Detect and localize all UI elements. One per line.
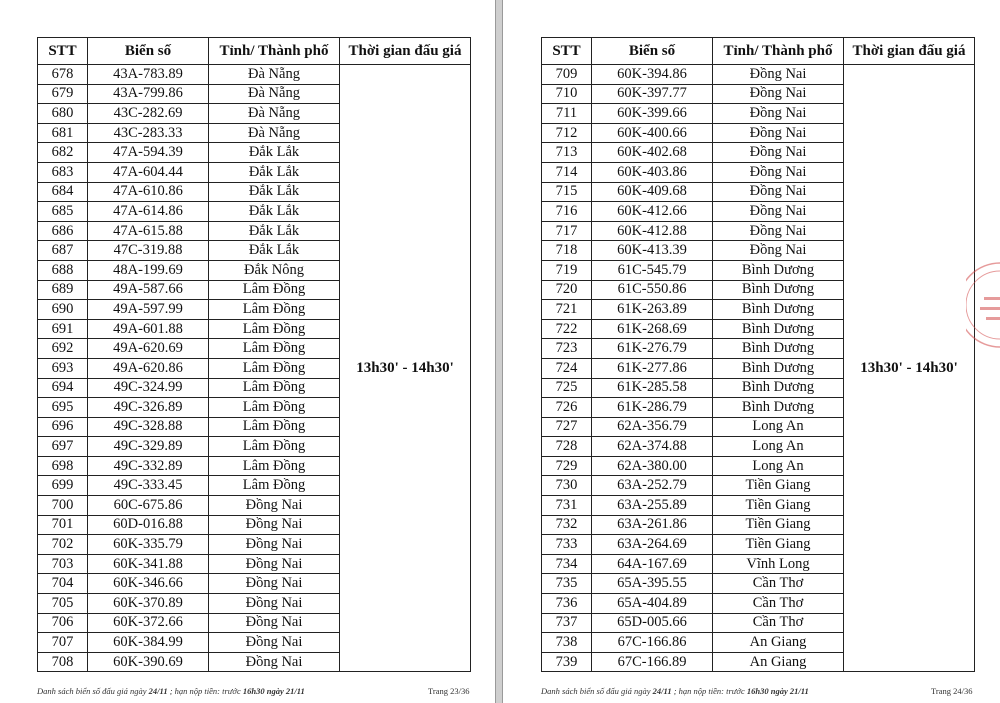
plate-table-right — [541, 37, 975, 672]
cell-province: Đắk Lắk — [209, 202, 340, 222]
cell-province: Cần Thơ — [713, 594, 844, 614]
cell-province: Đồng Nai — [209, 633, 340, 653]
cell-stt: 724 — [542, 358, 592, 378]
cell-plate: 49C-333.45 — [88, 476, 209, 496]
cell-plate: 49A-620.86 — [88, 358, 209, 378]
cell-province: Lâm Đồng — [209, 476, 340, 496]
cell-plate: 49C-324.99 — [88, 378, 209, 398]
cell-stt: 695 — [38, 398, 88, 418]
cell-plate: 62A-374.88 — [592, 437, 713, 457]
cell-stt: 723 — [542, 339, 592, 359]
cell-province: Bình Dương — [713, 319, 844, 339]
cell-province: Đà Nẵng — [209, 123, 340, 143]
cell-province: Đắk Lắk — [209, 143, 340, 163]
cell-province: Đồng Nai — [209, 652, 340, 672]
header-province: Tỉnh/ Thành phố — [209, 38, 340, 65]
cell-province: Lâm Đồng — [209, 378, 340, 398]
cell-stt: 732 — [542, 515, 592, 535]
table-row — [542, 65, 975, 85]
cell-stt: 726 — [542, 398, 592, 418]
cell-province: Đồng Nai — [713, 221, 844, 241]
cell-plate: 60K-346.66 — [88, 574, 209, 594]
cell-plate: 43C-282.69 — [88, 104, 209, 124]
cell-plate: 61K-277.86 — [592, 358, 713, 378]
cell-province: Lâm Đồng — [209, 319, 340, 339]
header-plate: Biển số — [592, 38, 713, 65]
cell-plate: 43A-799.86 — [88, 84, 209, 104]
cell-plate: 60K-409.68 — [592, 182, 713, 202]
cell-stt: 684 — [38, 182, 88, 202]
cell-plate: 49A-620.69 — [88, 339, 209, 359]
cell-stt: 735 — [542, 574, 592, 594]
cell-province: Đồng Nai — [209, 535, 340, 555]
cell-plate: 47C-319.88 — [88, 241, 209, 261]
cell-stt: 707 — [38, 633, 88, 653]
cell-plate: 60C-675.86 — [88, 496, 209, 516]
cell-province: Vĩnh Long — [713, 554, 844, 574]
cell-plate: 49C-332.89 — [88, 456, 209, 476]
header-stt: STT — [38, 38, 88, 65]
cell-plate: 60K-370.89 — [88, 594, 209, 614]
cell-province: Lâm Đồng — [209, 417, 340, 437]
cell-province: Lâm Đồng — [209, 437, 340, 457]
cell-plate: 60K-399.66 — [592, 104, 713, 124]
cell-province: Đồng Nai — [713, 162, 844, 182]
cell-stt: 717 — [542, 221, 592, 241]
cell-province: Đồng Nai — [713, 241, 844, 261]
cell-province: Cần Thơ — [713, 613, 844, 633]
cell-stt: 697 — [38, 437, 88, 457]
cell-plate: 60K-390.69 — [88, 652, 209, 672]
cell-plate: 48A-199.69 — [88, 260, 209, 280]
cell-province: Lâm Đồng — [209, 456, 340, 476]
cell-province: Đồng Nai — [713, 182, 844, 202]
cell-province: Đồng Nai — [209, 574, 340, 594]
cell-stt: 734 — [542, 554, 592, 574]
cell-stt: 706 — [38, 613, 88, 633]
footer-deadline: 16h30 ngày 21/11 — [746, 686, 809, 696]
footer-mid: ; hạn nộp tiền: trước — [167, 686, 243, 696]
cell-stt: 714 — [542, 162, 592, 182]
cell-plate: 47A-614.86 — [88, 202, 209, 222]
cell-stt: 720 — [542, 280, 592, 300]
cell-province: Đắk Lắk — [209, 221, 340, 241]
cell-plate: 61K-268.69 — [592, 319, 713, 339]
cell-plate: 60D-016.88 — [88, 515, 209, 535]
footer-date: 24/11 — [652, 686, 672, 696]
cell-stt: 688 — [38, 260, 88, 280]
cell-stt: 702 — [38, 535, 88, 555]
cell-stt: 698 — [38, 456, 88, 476]
cell-plate: 63A-264.69 — [592, 535, 713, 555]
cell-plate: 47A-594.39 — [88, 143, 209, 163]
cell-plate: 47A-610.86 — [88, 182, 209, 202]
cell-province: Cần Thơ — [713, 574, 844, 594]
cell-province: Đồng Nai — [713, 123, 844, 143]
cell-stt: 712 — [542, 123, 592, 143]
cell-plate: 62A-356.79 — [592, 417, 713, 437]
cell-stt: 715 — [542, 182, 592, 202]
cell-stt: 716 — [542, 202, 592, 222]
cell-plate: 60K-412.66 — [592, 202, 713, 222]
cell-province: Bình Dương — [713, 300, 844, 320]
table-header-row — [38, 38, 471, 65]
cell-plate: 67C-166.86 — [592, 633, 713, 653]
cell-province: Đắk Nông — [209, 260, 340, 280]
cell-stt: 710 — [542, 84, 592, 104]
footer-prefix: Danh sách biển số đấu giá ngày — [37, 686, 149, 696]
cell-province: Lâm Đồng — [209, 358, 340, 378]
cell-plate: 47A-604.44 — [88, 162, 209, 182]
cell-stt: 722 — [542, 319, 592, 339]
cell-plate: 60K-403.86 — [592, 162, 713, 182]
cell-stt: 719 — [542, 260, 592, 280]
cell-province: Đồng Nai — [713, 143, 844, 163]
cell-province: An Giang — [713, 652, 844, 672]
cell-plate: 43C-283.33 — [88, 123, 209, 143]
cell-plate: 63A-252.79 — [592, 476, 713, 496]
cell-province: Đồng Nai — [209, 594, 340, 614]
cell-plate: 61C-545.79 — [592, 260, 713, 280]
cell-province: Đồng Nai — [209, 613, 340, 633]
cell-province: Long An — [713, 437, 844, 457]
cell-province: Đà Nẵng — [209, 65, 340, 85]
cell-stt: 692 — [38, 339, 88, 359]
cell-province: Đồng Nai — [713, 84, 844, 104]
cell-plate: 60K-372.66 — [88, 613, 209, 633]
cell-stt: 731 — [542, 496, 592, 516]
cell-province: Đà Nẵng — [209, 104, 340, 124]
cell-province: Bình Dương — [713, 378, 844, 398]
header-stt: STT — [542, 38, 592, 65]
table-header-row — [542, 38, 975, 65]
cell-province: Lâm Đồng — [209, 280, 340, 300]
red-seal-stamp — [966, 255, 1000, 355]
cell-stt: 738 — [542, 633, 592, 653]
cell-plate: 49A-597.99 — [88, 300, 209, 320]
cell-province: Đồng Nai — [713, 65, 844, 85]
cell-province: Đồng Nai — [209, 515, 340, 535]
cell-stt: 725 — [542, 378, 592, 398]
cell-stt: 678 — [38, 65, 88, 85]
header-time: Thời gian đấu giá — [844, 38, 975, 65]
document-page-right — [502, 0, 1000, 703]
footer-prefix: Danh sách biển số đấu giá ngày — [541, 686, 653, 696]
cell-stt: 683 — [38, 162, 88, 182]
cell-province: Đắk Lắk — [209, 162, 340, 182]
auction-time-cell: 13h30' - 14h30' — [844, 65, 975, 672]
cell-stt: 728 — [542, 437, 592, 457]
cell-stt: 713 — [542, 143, 592, 163]
cell-stt: 694 — [38, 378, 88, 398]
cell-stt: 699 — [38, 476, 88, 496]
cell-plate: 60K-400.66 — [592, 123, 713, 143]
cell-plate: 61K-286.79 — [592, 398, 713, 418]
cell-province: Đồng Nai — [713, 202, 844, 222]
cell-stt: 681 — [38, 123, 88, 143]
header-time: Thời gian đấu giá — [340, 38, 471, 65]
cell-stt: 691 — [38, 319, 88, 339]
cell-stt: 704 — [38, 574, 88, 594]
cell-plate: 49C-328.88 — [88, 417, 209, 437]
cell-plate: 63A-255.89 — [592, 496, 713, 516]
cell-province: Đà Nẵng — [209, 84, 340, 104]
cell-plate: 62A-380.00 — [592, 456, 713, 476]
cell-stt: 703 — [38, 554, 88, 574]
cell-province: Lâm Đồng — [209, 300, 340, 320]
cell-province: Bình Dương — [713, 260, 844, 280]
cell-plate: 43A-783.89 — [88, 65, 209, 85]
cell-province: Bình Dương — [713, 358, 844, 378]
cell-plate: 65A-395.55 — [592, 574, 713, 594]
cell-province: Lâm Đồng — [209, 339, 340, 359]
cell-stt: 696 — [38, 417, 88, 437]
cell-stt: 730 — [542, 476, 592, 496]
cell-stt: 739 — [542, 652, 592, 672]
cell-province: Long An — [713, 417, 844, 437]
table-row — [38, 65, 471, 85]
cell-stt: 682 — [38, 143, 88, 163]
cell-province: Đồng Nai — [209, 496, 340, 516]
cell-plate: 60K-397.77 — [592, 84, 713, 104]
cell-stt: 693 — [38, 358, 88, 378]
cell-stt: 700 — [38, 496, 88, 516]
auction-time-cell: 13h30' - 14h30' — [340, 65, 471, 672]
cell-stt: 685 — [38, 202, 88, 222]
cell-stt: 705 — [38, 594, 88, 614]
page-number: Trang 23/36 — [428, 686, 470, 696]
cell-province: Tiền Giang — [713, 535, 844, 555]
footer-date: 24/11 — [148, 686, 168, 696]
cell-plate: 63A-261.86 — [592, 515, 713, 535]
document-page-left — [0, 0, 496, 703]
cell-province: Tiền Giang — [713, 515, 844, 535]
cell-stt: 680 — [38, 104, 88, 124]
cell-province: Long An — [713, 456, 844, 476]
cell-province: Đồng Nai — [713, 104, 844, 124]
cell-stt: 721 — [542, 300, 592, 320]
cell-province: Tiền Giang — [713, 496, 844, 516]
cell-plate: 60K-413.39 — [592, 241, 713, 261]
cell-plate: 60K-402.68 — [592, 143, 713, 163]
cell-province: Bình Dương — [713, 398, 844, 418]
cell-stt: 689 — [38, 280, 88, 300]
cell-plate: 49C-326.89 — [88, 398, 209, 418]
page-footer-note — [541, 686, 809, 696]
cell-stt: 729 — [542, 456, 592, 476]
footer-deadline: 16h30 ngày 21/11 — [242, 686, 305, 696]
cell-stt: 709 — [542, 65, 592, 85]
cell-province: Tiền Giang — [713, 476, 844, 496]
cell-province: Lâm Đồng — [209, 398, 340, 418]
cell-plate: 65A-404.89 — [592, 594, 713, 614]
cell-stt: 737 — [542, 613, 592, 633]
cell-plate: 60K-384.99 — [88, 633, 209, 653]
cell-province: Đồng Nai — [209, 554, 340, 574]
footer-mid: ; hạn nộp tiền: trước — [671, 686, 747, 696]
cell-stt: 687 — [38, 241, 88, 261]
cell-plate: 61K-263.89 — [592, 300, 713, 320]
cell-province: An Giang — [713, 633, 844, 653]
cell-plate: 61K-285.58 — [592, 378, 713, 398]
cell-stt: 733 — [542, 535, 592, 555]
cell-plate: 60K-412.88 — [592, 221, 713, 241]
cell-stt: 701 — [38, 515, 88, 535]
cell-plate: 60K-341.88 — [88, 554, 209, 574]
cell-stt: 708 — [38, 652, 88, 672]
cell-plate: 64A-167.69 — [592, 554, 713, 574]
cell-plate: 49C-329.89 — [88, 437, 209, 457]
cell-plate: 67C-166.89 — [592, 652, 713, 672]
cell-stt: 690 — [38, 300, 88, 320]
cell-plate: 60K-335.79 — [88, 535, 209, 555]
cell-plate: 49A-601.88 — [88, 319, 209, 339]
cell-plate: 47A-615.88 — [88, 221, 209, 241]
cell-province: Bình Dương — [713, 339, 844, 359]
page-footer-note — [37, 686, 305, 696]
cell-stt: 727 — [542, 417, 592, 437]
header-province: Tỉnh/ Thành phố — [713, 38, 844, 65]
cell-province: Đắk Lắk — [209, 182, 340, 202]
cell-plate: 60K-394.86 — [592, 65, 713, 85]
page-number: Trang 24/36 — [931, 686, 973, 696]
header-plate: Biển số — [88, 38, 209, 65]
cell-province: Đắk Lắk — [209, 241, 340, 261]
cell-plate: 61K-276.79 — [592, 339, 713, 359]
cell-province: Bình Dương — [713, 280, 844, 300]
cell-stt: 679 — [38, 84, 88, 104]
cell-stt: 718 — [542, 241, 592, 261]
cell-plate: 65D-005.66 — [592, 613, 713, 633]
cell-plate: 49A-587.66 — [88, 280, 209, 300]
cell-plate: 61C-550.86 — [592, 280, 713, 300]
plate-table-left — [37, 37, 471, 672]
cell-stt: 711 — [542, 104, 592, 124]
cell-stt: 686 — [38, 221, 88, 241]
cell-stt: 736 — [542, 594, 592, 614]
